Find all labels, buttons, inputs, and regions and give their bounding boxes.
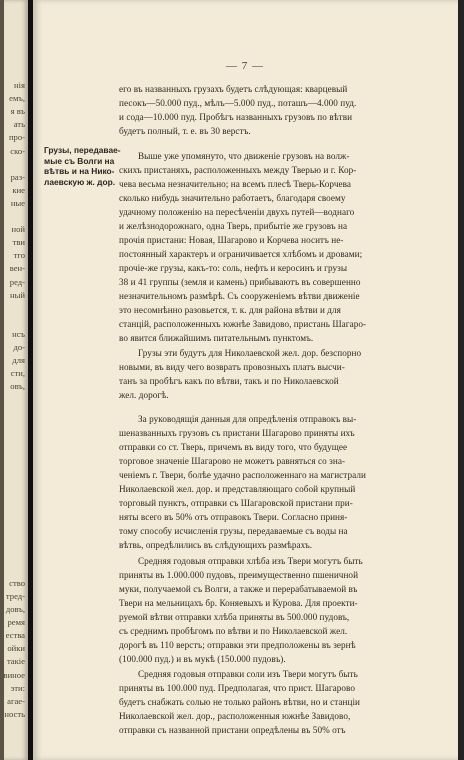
previous-page-fragment: такіе	[6, 656, 25, 667]
previous-page-fragment: я въ	[10, 106, 25, 117]
text-line: Твери на мельницахъ бр. Коняевыхъ и Курова. Для проекти-	[119, 598, 358, 608]
previous-page-fragment: тго	[13, 250, 25, 261]
previous-page-fragment: сти,	[10, 368, 25, 379]
margin-note-line: мые съ Волги на	[44, 155, 115, 166]
previous-page-fragment: ремя	[7, 617, 25, 628]
text-line: няты всего въ 50% отъ отправокъ Твери. Согласно приня-	[119, 512, 348, 522]
text-line: руемой вѣтви отправки хлѣба приняты въ 500.000 пудовъ,	[119, 612, 350, 622]
previous-page-fragment: про-	[8, 132, 25, 143]
text-line: это несомнѣнно разовьется, т. к. для района вѣтви и для	[119, 305, 341, 315]
text-line: будетъ снабжать солью не только районъ вѣтви, но и станціи	[119, 697, 361, 707]
previous-page-fragment: овъ,	[10, 381, 25, 392]
text-line: 38 и 41 группы (земля и камень) прибываютъ въ совершенно	[119, 277, 361, 287]
text-line: во явится ближайшимъ питательнымъ пунктомъ.	[119, 333, 314, 343]
text-line: За руководящія данныя для опредѣленія отправокъ вы-	[138, 414, 357, 424]
previous-page-fragment: ность	[4, 708, 25, 719]
margin-note	[44, 145, 121, 187]
previous-page-fragment: тви	[12, 237, 25, 248]
previous-page-fragment: ско-	[10, 145, 25, 156]
text-line: прочія пристани: Новая, Шагарово и Корчева носитъ не-	[119, 235, 344, 245]
text-line: удачному положенію на пересѣченіи двухъ путей—воднаго	[119, 207, 355, 217]
text-line: отправки со ст. Тверь, причемъ въ виду того, что будущее	[119, 442, 348, 452]
previous-page-edge	[4, 0, 28, 760]
text-line: новыми, въ виду чего возвратъ провозныхъ платъ высчи-	[119, 362, 345, 372]
text-line: торговое значеніе Шагарово не можетъ равняться со зна-	[119, 456, 346, 466]
text-line: будетъ полный, т. е. въ 30 верстъ.	[119, 126, 251, 136]
page-number: — 7 —	[226, 60, 264, 72]
text-line: постоянный характеръ и ограничивается хлѣбомъ и дровами;	[119, 249, 363, 259]
previous-page-fragment: эти:	[10, 682, 25, 693]
text-line: прочіе-же грузы, какъ-то: соль, нефть и керосинъ и грузы	[119, 263, 348, 273]
page-edge-right	[458, 0, 464, 760]
previous-page-fragment: до-	[13, 342, 25, 352]
text-line: муки, получаемой съ Волги, а также и перерабатываемой въ	[119, 584, 358, 594]
previous-page-fragment: тред-	[5, 590, 25, 601]
previous-page-fragment: нія	[14, 80, 25, 90]
previous-page-fragment: нсъ	[12, 328, 25, 339]
text-line: Грузы эти будутъ для Николаевской жел. дор. безспорно	[138, 348, 362, 358]
previous-page-fragment: ать	[13, 119, 25, 130]
previous-page-fragment: ные	[10, 197, 25, 208]
text-line: торговый пунктъ, отправки съ Шагаровской пристани при-	[119, 498, 353, 508]
text-line: Средняя годовыя отправки соли изъ Твери могутъ быть	[138, 669, 358, 679]
text-line: жел. дорогѣ.	[119, 390, 169, 400]
text-line: дорогѣ въ 110 верстъ; отправки эти предположены въ зернѣ	[119, 640, 356, 650]
margin-note-line: лаевскую ж. дор.	[44, 176, 116, 187]
previous-page-fragment: довъ,	[5, 604, 25, 614]
text-line: тому способу исчисленія грузы, передаваемые съ воды на	[119, 526, 348, 536]
text-line: отправки съ названной пристани опредѣлены въ 50% отъ	[119, 725, 346, 735]
previous-page-fragment: вен-	[9, 263, 25, 274]
text-line: приняты въ 100.000 пуд. Предполагая, что прист. Шагарово	[119, 683, 356, 693]
previous-page-fragment: кие	[12, 184, 25, 195]
text-line: Выше уже упомянуто, что движеніе грузовъ на волж-	[138, 151, 350, 161]
text-line: станцій, расположенныхъ южнѣе Завидово, пристань Шагаро-	[119, 319, 367, 329]
text-line: сколько нибудь значительно работаетъ, благодаря своему	[119, 193, 346, 203]
text-line: ченіемъ г. Твери, болѣе удачно расположеннаго на магистрали	[119, 470, 366, 480]
text-line: Николаевской жел. дор., расположенныя южнѣе Завидово,	[119, 711, 351, 721]
previous-page-fragment: агае-	[7, 695, 25, 706]
text-line: Николаевской жел. дор. и представляющаго собой крупный	[119, 484, 356, 494]
previous-page-fragment: ной	[11, 224, 25, 235]
margin-note-line: вѣтвь и на Нико-	[44, 166, 115, 177]
text-line: чева весьма незначительно; на всемъ плесѣ Тверь-Корчева	[119, 179, 352, 189]
text-line: вѣтвь, опредѣлились въ слѣдующихъ размѣрахъ.	[119, 540, 313, 550]
text-line: его въ названныхъ грузахъ будетъ слѣдующая: кварцевый	[119, 84, 348, 94]
previous-page-fragment: раз-	[10, 171, 25, 182]
previous-page-fragment: ство	[9, 577, 25, 588]
previous-page-fragment: ества	[5, 630, 25, 641]
previous-page-fragment: для	[12, 355, 25, 366]
previous-page-fragment: ред-	[9, 276, 25, 287]
previous-page-fragment: ойки	[7, 643, 25, 654]
text-line: незначительномъ размѣрѣ. Съ сооруженіемъ вѣтви движеніе	[119, 291, 360, 301]
previous-page-fragment: виное	[4, 669, 25, 680]
text-line: съ среднимъ пробѣгомъ по вѣтви и по Николаевской жел.	[119, 626, 348, 636]
text-line: приняты въ 1.000.000 пудовъ, преимущественно пшеничной	[119, 570, 359, 580]
text-line: (100.000 пуд.) и въ мукѣ (150.000 пудовъ).	[119, 654, 286, 664]
text-line: скихъ пристаняхъ, расположенныхъ между Тверью и г. Кор-	[119, 165, 357, 175]
text-line: и желѣзнодорожнаго, одна Тверь, прибытіе же грузовъ на	[119, 221, 348, 231]
text-line: Средняя годовыя отправки хлѣба изъ Твери могутъ быть	[138, 556, 363, 566]
previous-page-fragment: ный	[10, 289, 25, 300]
text-line: и сода—10.000 пуд. Пробѣгъ названныхъ грузовъ по вѣтви	[119, 112, 353, 122]
text-line: песокъ—50.000 пуд., мѣлъ—5.000 пуд., поташъ—4.000 пуд.	[119, 98, 357, 108]
text-line: танъ за пробѣгъ какъ по вѣтви, такъ и по Николаевской	[119, 376, 339, 386]
previous-page-fragment: емъ,	[9, 93, 25, 104]
margin-note-line: Грузы, передавае-	[44, 145, 121, 155]
text-line: шеназванныхъ грузовъ съ пристани Шагарово приняты ихъ	[119, 428, 355, 438]
